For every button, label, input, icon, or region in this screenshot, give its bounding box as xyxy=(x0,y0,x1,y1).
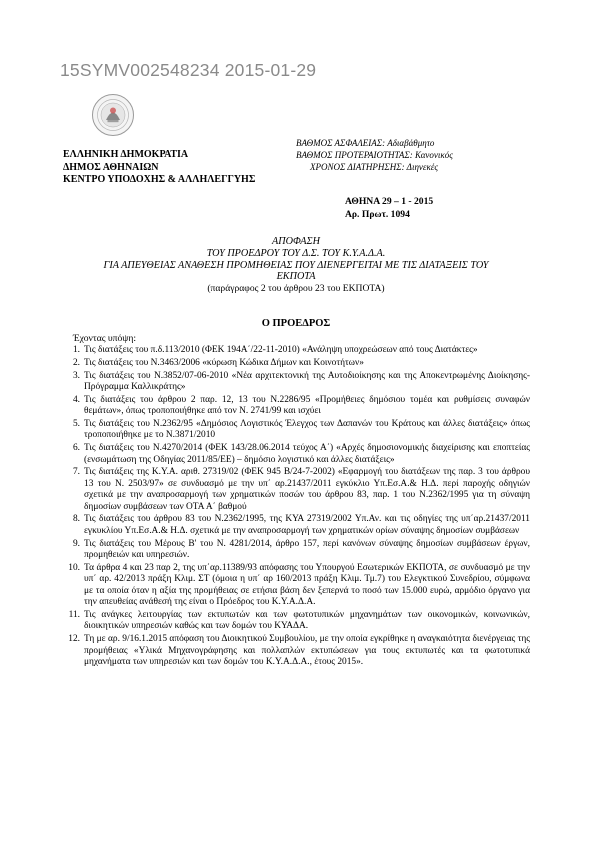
list-item-text: Τις διατάξεις του Ν.2362/95 «Δημόσιος Λογιστικός Έλεγχος των Δαπανών του Κράτους και άλλες διατάξεις» όπως τροποποιήθηκε με το Ν.3871/2010 xyxy=(84,418,530,441)
list-item-text: Τις διατάξεις του π.δ.113/2010 (ΦΕΚ 194Α΄/22-11-2010) «Ανάληψη υποχρεώσεων από τους Διατάκτες» xyxy=(84,345,478,355)
list-item-number: 5. xyxy=(72,418,80,429)
list-item xyxy=(62,358,530,369)
document-id: 15SYMV002548234 2015-01-29 xyxy=(60,60,317,80)
list-item-number: 4. xyxy=(72,394,80,405)
list-item-text: Τις ανάγκες λειτουργίας των εκτυπωτών και των φωτοτυπικών μηχανημάτων των οικονομικών, κοινωνικών, διοικητικών υπηρεσιών καθώς και των δομών του ΚΥΑΔΑ. xyxy=(84,609,530,632)
header-line-municipality: ΔΗΜΟΣ ΑΘΗΝΑΙΩΝ xyxy=(63,161,159,173)
title-subject: ΓΙΑ ΑΠΕΥΘΕΙΑΣ ΑΝΑΘΕΣΗ ΠΡΟΜΗΘΕΙΑΣ ΠΟΥ ΔΙΕΝΕΡΓΕΙΤΑΙ ΜΕ ΤΙΣ ΔΙΑΤΑΞΕΙΣ ΤΟΥ xyxy=(103,259,489,271)
list-item-text: Τις διατάξεις του άρθρου 83 του Ν.2362/1995, της ΚΥΑ 27319/2002 Υπ.Αν. και τις οδηγίες της υπ΄αρ.21437/2011 εγκυκλίου Υπ.Εσ.Α.& Η.Δ. σχετικά με την αναπροσαρμογή των χρηματικών ορίων σύναψης δημοσίων συμβάσεων xyxy=(84,514,530,536)
list-item xyxy=(62,514,530,537)
list-item-number: 2. xyxy=(72,357,80,368)
header-line-center: ΚΕΝΤΡΟ ΥΠΟΔΟΧΗΣ & ΑΛΛΗΛΕΓΓΥΗΣ xyxy=(63,174,256,185)
title-decision: ΑΠΟΦΑΣΗ xyxy=(272,236,320,247)
list-item xyxy=(62,443,530,466)
decision-title xyxy=(62,236,530,295)
document-date: ΑΘΗΝΑ 29 – 1 - 2015 xyxy=(345,196,434,207)
list-item xyxy=(62,634,530,668)
security-level: ΒΑΘΜΟΣ ΑΣΦΑΛΕΙΑΣ: Αδιαβάθμητο xyxy=(296,138,435,148)
list-item-number: 7. xyxy=(72,467,80,478)
list-item-number: 10. xyxy=(68,562,80,573)
list-item xyxy=(62,539,530,562)
considering-label: Έχοντας υπόψη: xyxy=(73,333,136,344)
list-item-text: Τη με αρ. 9/16.1.2015 απόφαση του Διοικητικού Συμβουλίου, με την οποία εγκρίθηκε η αναγκαιότητα διενέργειας της προμήθειας «Υλικά Μηχανογράφησης και πολλαπλών εκτυπώσεων για τους εκτυπωτές και τα φωτοτυπικά μηχανήματα των υπηρεσιών και των δομών του Κ.Υ.Α.Δ.Α., έτους 2015». xyxy=(84,634,530,668)
list-item-number: 12. xyxy=(68,634,80,645)
classification-header xyxy=(296,138,453,173)
list-item-text: Τις διατάξεις του Ν.3463/2006 «κύρωση Κώδικα Δήμων και Κοινοτήτων» xyxy=(84,357,364,368)
list-item xyxy=(62,395,530,418)
list-item-text: Τα άρθρα 4 και 23 παρ 2, της υπ΄αρ.11389/93 απόφασης του Υπουργού Εσωτερικών ΕΚΠΟΤΑ, σε συνδυασμό με την υπ΄ αρ. 42/2013 πράξη Κλιμ. ΣΤ (όμοια η υπ΄ αρ 160/2013 πράξη Κλιμ. Τμ.7) του Ελεγκτικού Συνεδρίου, σύμφωνα με τα οποία όταν η αξία της προμήθειας σε ετήσια βάση δεν ξεπερνά το ποσό των 15.000 ευρώ, αρμόδιο όργανο για την απευθείας ανάθεσή της είναι ο Πρόεδρος του Κ.Υ.Α.Δ.Α. xyxy=(84,562,530,608)
title-legal-note: (παράγραφος 2 του άρθρου 23 του ΕΚΠΟΤΑ) xyxy=(207,283,385,295)
date-protocol-block xyxy=(345,196,433,221)
list-item-number: 6. xyxy=(72,443,80,454)
president-heading: Ο ΠΡΟΕΔΡΟΣ xyxy=(261,318,331,329)
protocol-number: Αρ. Πρωτ. 1094 xyxy=(345,208,410,220)
title-of-president: ΤΟΥ ΠΡΟΕΔΡΟΥ ΤΟΥ Δ.Σ. ΤΟΥ Κ.Υ.Α.Δ.Α. xyxy=(206,247,386,259)
issuer-header xyxy=(63,149,255,187)
title-subject-end: ΕΚΠΟΤΑ xyxy=(276,271,316,283)
list-item-text: Τις διατάξεις της Κ.Υ.Α. αριθ. 27319/02 (ΦΕΚ 945 Β/24-7-2002) «Εφαρμογή του διατάξεων της παρ. 3 του άρθρου 13 του Ν. 2503/97» σε συνδυασμό με την υπ΄ αρ.21437/2011 εγκύκλιο Υπ.Εσ.Α.& Η.Δ. περί παροχής οδηγιών σχετικά με την αναπροσαρμογή των χρηματικών ποσών του άρθρου 83, παρ. 1 του Ν.2362/1995 για τη σύναψη δημοσίων συμβάσεων των ΟΤΑ Α΄ βαθμού xyxy=(84,467,530,512)
list-item-text: Τις διατάξεις του Μέρους Β' του Ν. 4281/2014, άρθρο 157, περί κανόνων σύναψης δημοσίων συμβάσεων έργων, προμηθειών και υπηρεσιών. xyxy=(84,538,530,561)
list-item-number: 8. xyxy=(72,514,80,525)
list-item xyxy=(62,467,530,513)
list-item-text: Τις διατάξεις του Ν.4270/2014 (ΦΕΚ 143/28.06.2014 τεύχος Α΄) «Αρχές δημοσιονομικής διαχείρισης και εποπτείας (ενσωμάτωση της Οδηγίας 2011/85/ΕΕ) – δημόσιο λογιστικό και άλλες διατάξεις» xyxy=(84,443,530,465)
list-item xyxy=(62,563,530,609)
list-item-text: Τις διατάξεις του Ν.3852/07-06-2010 «Νέα αρχιτεκτονική της Αυτοδιοίκησης και της Αποκεντρωμένης Διοίκησης-Πρόγραμμα Καλλικράτης» xyxy=(84,370,530,392)
list-item-number: 9. xyxy=(72,538,80,549)
priority-level: ΒΑΘΜΟΣ ΠΡΟΤΕΡΑΙΟΤΗΤΑΣ: Κανονικός xyxy=(296,149,453,160)
list-item-number: 3. xyxy=(72,370,80,381)
retention-period: ΧΡΟΝΟΣ ΔΙΑΤΗΡΗΣΗΣ: Διηνεκές xyxy=(310,161,438,172)
list-item xyxy=(62,345,530,356)
list-item-text: Τις διατάξεις του άρθρου 2 παρ. 12, 13 του Ν.2286/95 «Προμήθειες δημόσιου τομέα και ρυθμίσεις συναφών θεμάτων», όπως τροποποιήθηκε από τον Ν. 2741/99 και ισχύει xyxy=(84,394,530,417)
header-line-country: ΕΛΛΗΝΙΚΗ ΔΗΜΟΚΡΑΤΙΑ xyxy=(63,149,189,160)
list-item xyxy=(62,371,530,394)
list-item xyxy=(62,419,530,442)
list-item xyxy=(62,610,530,633)
list-item-number: 1. xyxy=(72,345,80,355)
considerations-list xyxy=(62,345,530,670)
list-item-number: 11. xyxy=(68,609,80,620)
emblem-seal-icon xyxy=(91,93,135,137)
